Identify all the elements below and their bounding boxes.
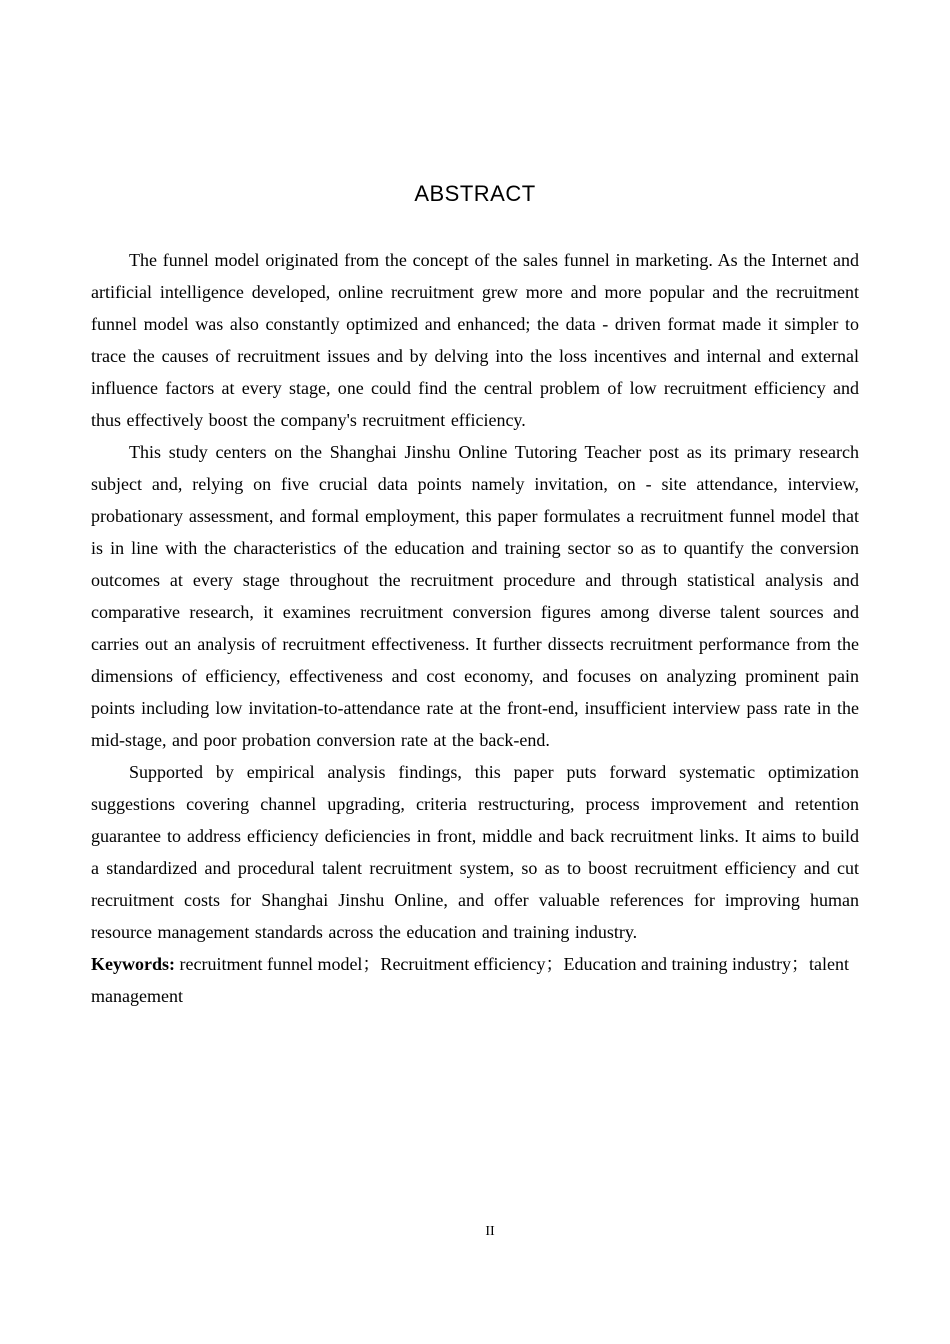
abstract-title: ABSTRACT [414,181,536,206]
keywords-label: Keywords: [91,954,175,974]
page-number: II [485,1224,495,1239]
abstract-paragraph-3: Supported by empirical analysis findings, this paper puts forward systematic optimization suggestions covering channel upgrading, criteria restructuring, process improvement and retention guarantee to address efficiency deficiencies in front, middle and back recruitment links. It aims to build a standardized and procedural talent recruitment system, so as to boost recruitment efficiency and cut recruitment costs for Shanghai Jinshu Online, and offer valuable references for improving human resource management standards across the education and training industry. [91,762,859,942]
abstract-paragraph-1: The funnel model originated from the concept of the sales funnel in marketing. As the Internet and artificial intelligence developed, online recruitment grew more and more popular and the recruitment funnel model was also constantly optimized and enhanced; the data - driven format made it simpler to trace the causes of recruitment issues and by delving into the loss incentives and internal and external influence factors at every stage, one could find the central problem of low recruitment efficiency and thus effectively boost the company's recruitment efficiency. [91,250,859,430]
abstract-paragraph-2: This study centers on the Shanghai Jinshu Online Tutoring Teacher post as its primary research subject and, relying on five crucial data points namely invitation, on - site attendance, interview, probationary assessment, and formal employment, this paper formulates a recruitment funnel model that is in line with the characteristics of the education and training sector so as to quantify the conversion outcomes at every stage throughout the recruitment procedure and through statistical analysis and comparative research, it examines recruitment conversion figures among diverse talent sources and carries out an analysis of recruitment effectiveness. It further dissects recruitment performance from the dimensions of efficiency, effectiveness and cost economy, and focuses on analyzing prominent pain points including low invitation-to-attendance rate at the front-end, insufficient interview pass rate in the mid-stage, and poor probation conversion rate at the back-end. [91,442,859,750]
abstract-body [91,244,859,1012]
keywords-line [91,948,859,1012]
keywords-text: recruitment funnel model；Recruitment efficiency；Education and training industry；talent management [91,954,849,1006]
